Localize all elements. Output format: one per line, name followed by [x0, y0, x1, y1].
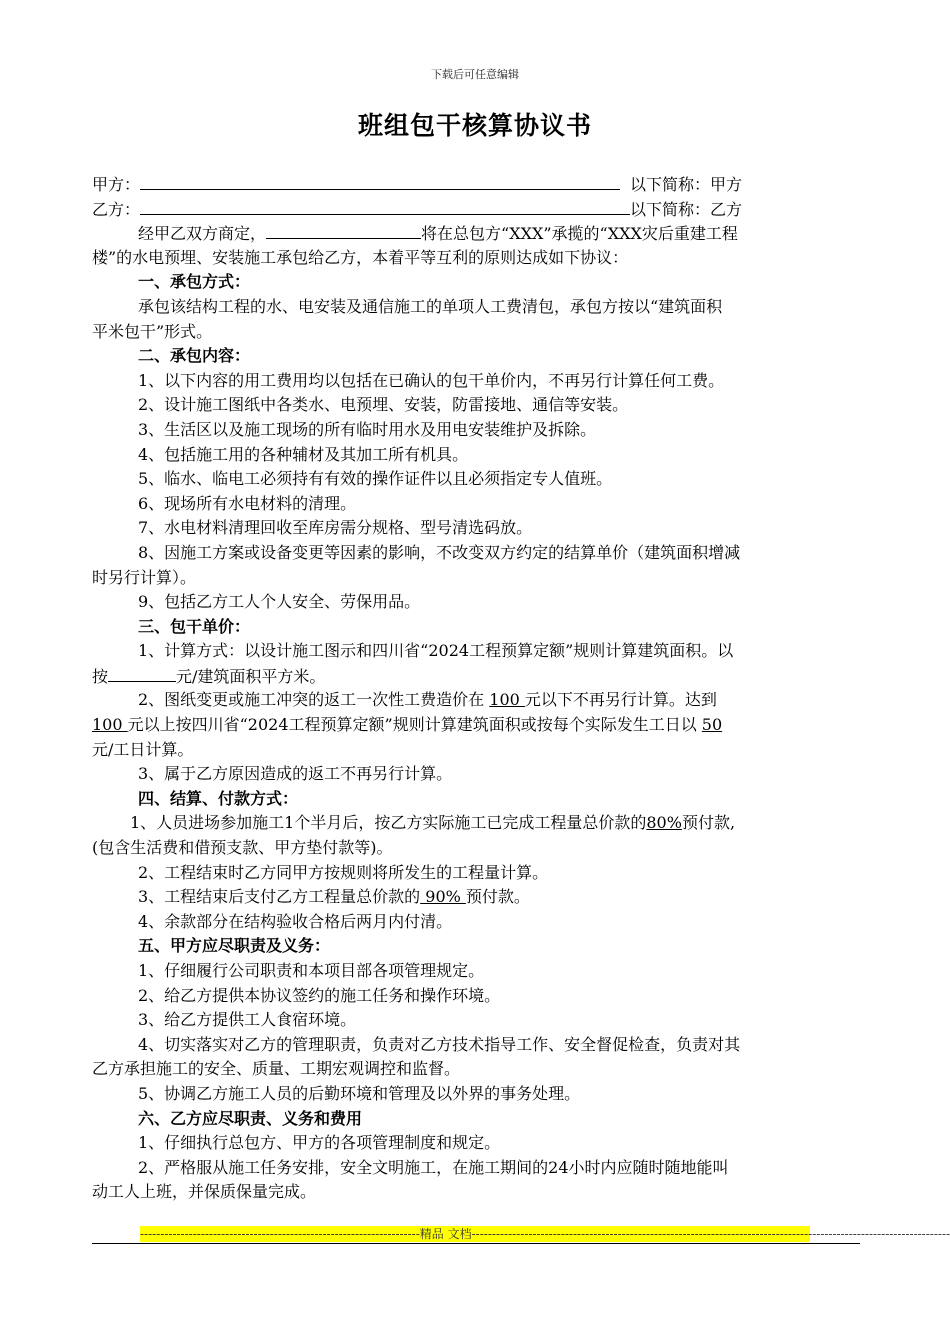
- section-5-item: 3、给乙方提供工人食宿环境。: [138, 1010, 357, 1030]
- party-a-blank: [140, 172, 620, 190]
- header-note: 下载后可任意编辑: [431, 68, 519, 81]
- party-b-line: [92, 197, 860, 222]
- section-4-item: [92, 811, 860, 836]
- section-5-item: 2、给乙方提供本协议签约的施工任务和操作环境。: [138, 985, 501, 1005]
- advance-percent: 80%: [646, 813, 682, 833]
- section-5-item: 4、切实落实对乙方的管理职责，负责对乙方技术指导工作、安全督促检查，负责对其: [138, 1034, 741, 1054]
- final-payment-text-b: 预付款。: [465, 887, 530, 907]
- section-2-item: 6、现场所有水电材料的清理。: [138, 493, 357, 513]
- section-1-heading: 一、承包方式：: [138, 272, 251, 292]
- section-6-item-cont: 动工人上班，并保质保量完成。: [92, 1182, 317, 1202]
- daily-wage-amount: 50: [701, 715, 723, 735]
- rework-threshold-amount: 100: [489, 690, 525, 710]
- intro-text-b: 将在总包方“XXX”承揽的“XXX灾后重建工程: [421, 224, 738, 244]
- section-1-paragraph: 承包该结构工程的水、电安装及通信施工的单项人工费清包，承包方按以“建筑面积: [138, 296, 723, 316]
- intro-line-1: [92, 221, 860, 246]
- section-2-heading: 二、承包内容：: [138, 346, 251, 366]
- final-payment-text-a: 3、工程结束后支付乙方工程量总价款的: [138, 887, 421, 907]
- rework-threshold-amount-2: 100: [92, 715, 128, 735]
- section-4-item: [92, 885, 860, 910]
- section-4-item: 2、工程结束时乙方同甲方按规则将所发生的工程量计算。: [138, 862, 549, 882]
- advance-text-b: 预付款,: [681, 813, 736, 833]
- section-6-item: 2、严格服从施工任务安排，安全文明施工，在施工期间的24小时内应随时随地能叫: [138, 1157, 729, 1177]
- unit-price-suffix: 元/建筑面积平方米。: [176, 666, 326, 686]
- party-b-suffix: 以下简称：乙方: [630, 199, 743, 219]
- section-3-item-cont: 元/工日计算。: [92, 739, 194, 759]
- section-3-item: [92, 688, 860, 713]
- unit-price-blank: [108, 664, 176, 682]
- document-body: [92, 172, 860, 1205]
- section-2-item: 9、包括乙方工人个人安全、劳保用品。: [138, 592, 421, 612]
- bottom-divider: [92, 1243, 860, 1244]
- party-b-blank: [140, 197, 630, 215]
- section-4-item: 4、余款部分在结构验收合格后两月内付清。: [138, 911, 453, 931]
- unit-price-prefix: 按: [92, 666, 109, 686]
- footer-dashes-right: ----------------------------------------------------------------------------------------------------------------------: [471, 1227, 950, 1241]
- section-3-heading: 三、包干单价：: [138, 616, 251, 636]
- intro-date-blank: [266, 221, 421, 239]
- section-1-paragraph-cont: 平米包干”形式。: [92, 321, 213, 341]
- section-2-item-cont: 时另行计算）。: [92, 567, 197, 587]
- section-3-item: 1、计算方式：以设计施工图示和四川省“2024工程预算定额”规则计算建筑面积。以: [138, 641, 734, 661]
- party-b-label: 乙方：: [92, 199, 141, 219]
- section-2-item: 7、水电材料清理回收至库房需分规格、型号清选码放。: [138, 518, 533, 538]
- section-4-item-cont: (包含生活费和借预支款、甲方垫付款等)。: [92, 838, 393, 858]
- section-5-item: 1、仔细履行公司职责和本项目部各项管理规定。: [138, 961, 485, 980]
- section-2-item: 3、生活区以及施工现场的所有临时用水及用电安装维护及拆除。: [138, 419, 597, 439]
- section-3-item-cont: [92, 664, 860, 689]
- section-4-heading: 四、结算、付款方式：: [138, 788, 299, 808]
- section-2-item: 4、包括施工用的各种辅材及其加工所有机具。: [138, 444, 469, 464]
- rework-text-b: 元以下不再另行计算。达到: [524, 690, 717, 710]
- footer-banner: [140, 1226, 950, 1242]
- section-5-item-cont: 乙方承担施工的安全、质量、工期宏观调控和监督。: [92, 1059, 461, 1079]
- rework-text-a: 2、图纸变更或施工冲突的返工一次性工费造价在: [138, 690, 490, 710]
- intro-line-2: 楼”的水电预埋、安装施工承包给乙方，本着平等互利的原则达成如下协议：: [92, 247, 629, 267]
- final-payment-percent: 90%: [420, 887, 466, 907]
- section-2-item: 5、临水、临电工必须持有有效的操作证件以且必须指定专人值班。: [138, 469, 613, 489]
- section-5-item: 5、协调乙方施工人员的后勤环境和管理及以外界的事务处理。: [138, 1083, 581, 1103]
- footer-text: 精品 文档: [419, 1227, 472, 1241]
- party-a-suffix: 以下简称：甲方: [630, 175, 743, 194]
- section-3-item: 3、属于乙方原因造成的返工不再另行计算。: [138, 764, 453, 784]
- rework-text-c: 元以上按四川省“2024工程预算定额”规则计算建筑面积或按每个实际发生工日以: [127, 715, 702, 735]
- section-5-heading: 五、甲方应尽职责及义务：: [138, 936, 331, 956]
- party-a-line: [92, 172, 860, 197]
- intro-text-a: 经甲乙双方商定，: [138, 224, 267, 244]
- section-2-item: 8、因施工方案或设备变更等因素的影响，不改变双方约定的结算单价（建筑面积增减: [138, 542, 741, 562]
- section-2-item: 2、设计施工图纸中各类水、电预埋、安装，防雷接地、通信等安装。: [138, 395, 629, 415]
- advance-text-a: 1、人员进场参加施工1个半月后，按乙方实际施工已完成工程量总价款的: [130, 813, 647, 833]
- party-a-label: 甲方：: [92, 175, 141, 194]
- footer-dashes-left: ---------------------------------------------------------------------: [140, 1227, 420, 1241]
- section-2-item: 1、以下内容的用工费用均以包括在已确认的包干单价内，不再另行计算任何工费。: [138, 370, 725, 390]
- section-6-item: 1、仔细执行总包方、甲方的各项管理制度和规定。: [138, 1133, 501, 1153]
- section-6-heading: 六、乙方应尽职责、义务和费用: [138, 1108, 363, 1128]
- document-title: 班组包干核算协议书: [357, 111, 592, 140]
- section-3-item-cont: [92, 713, 860, 738]
